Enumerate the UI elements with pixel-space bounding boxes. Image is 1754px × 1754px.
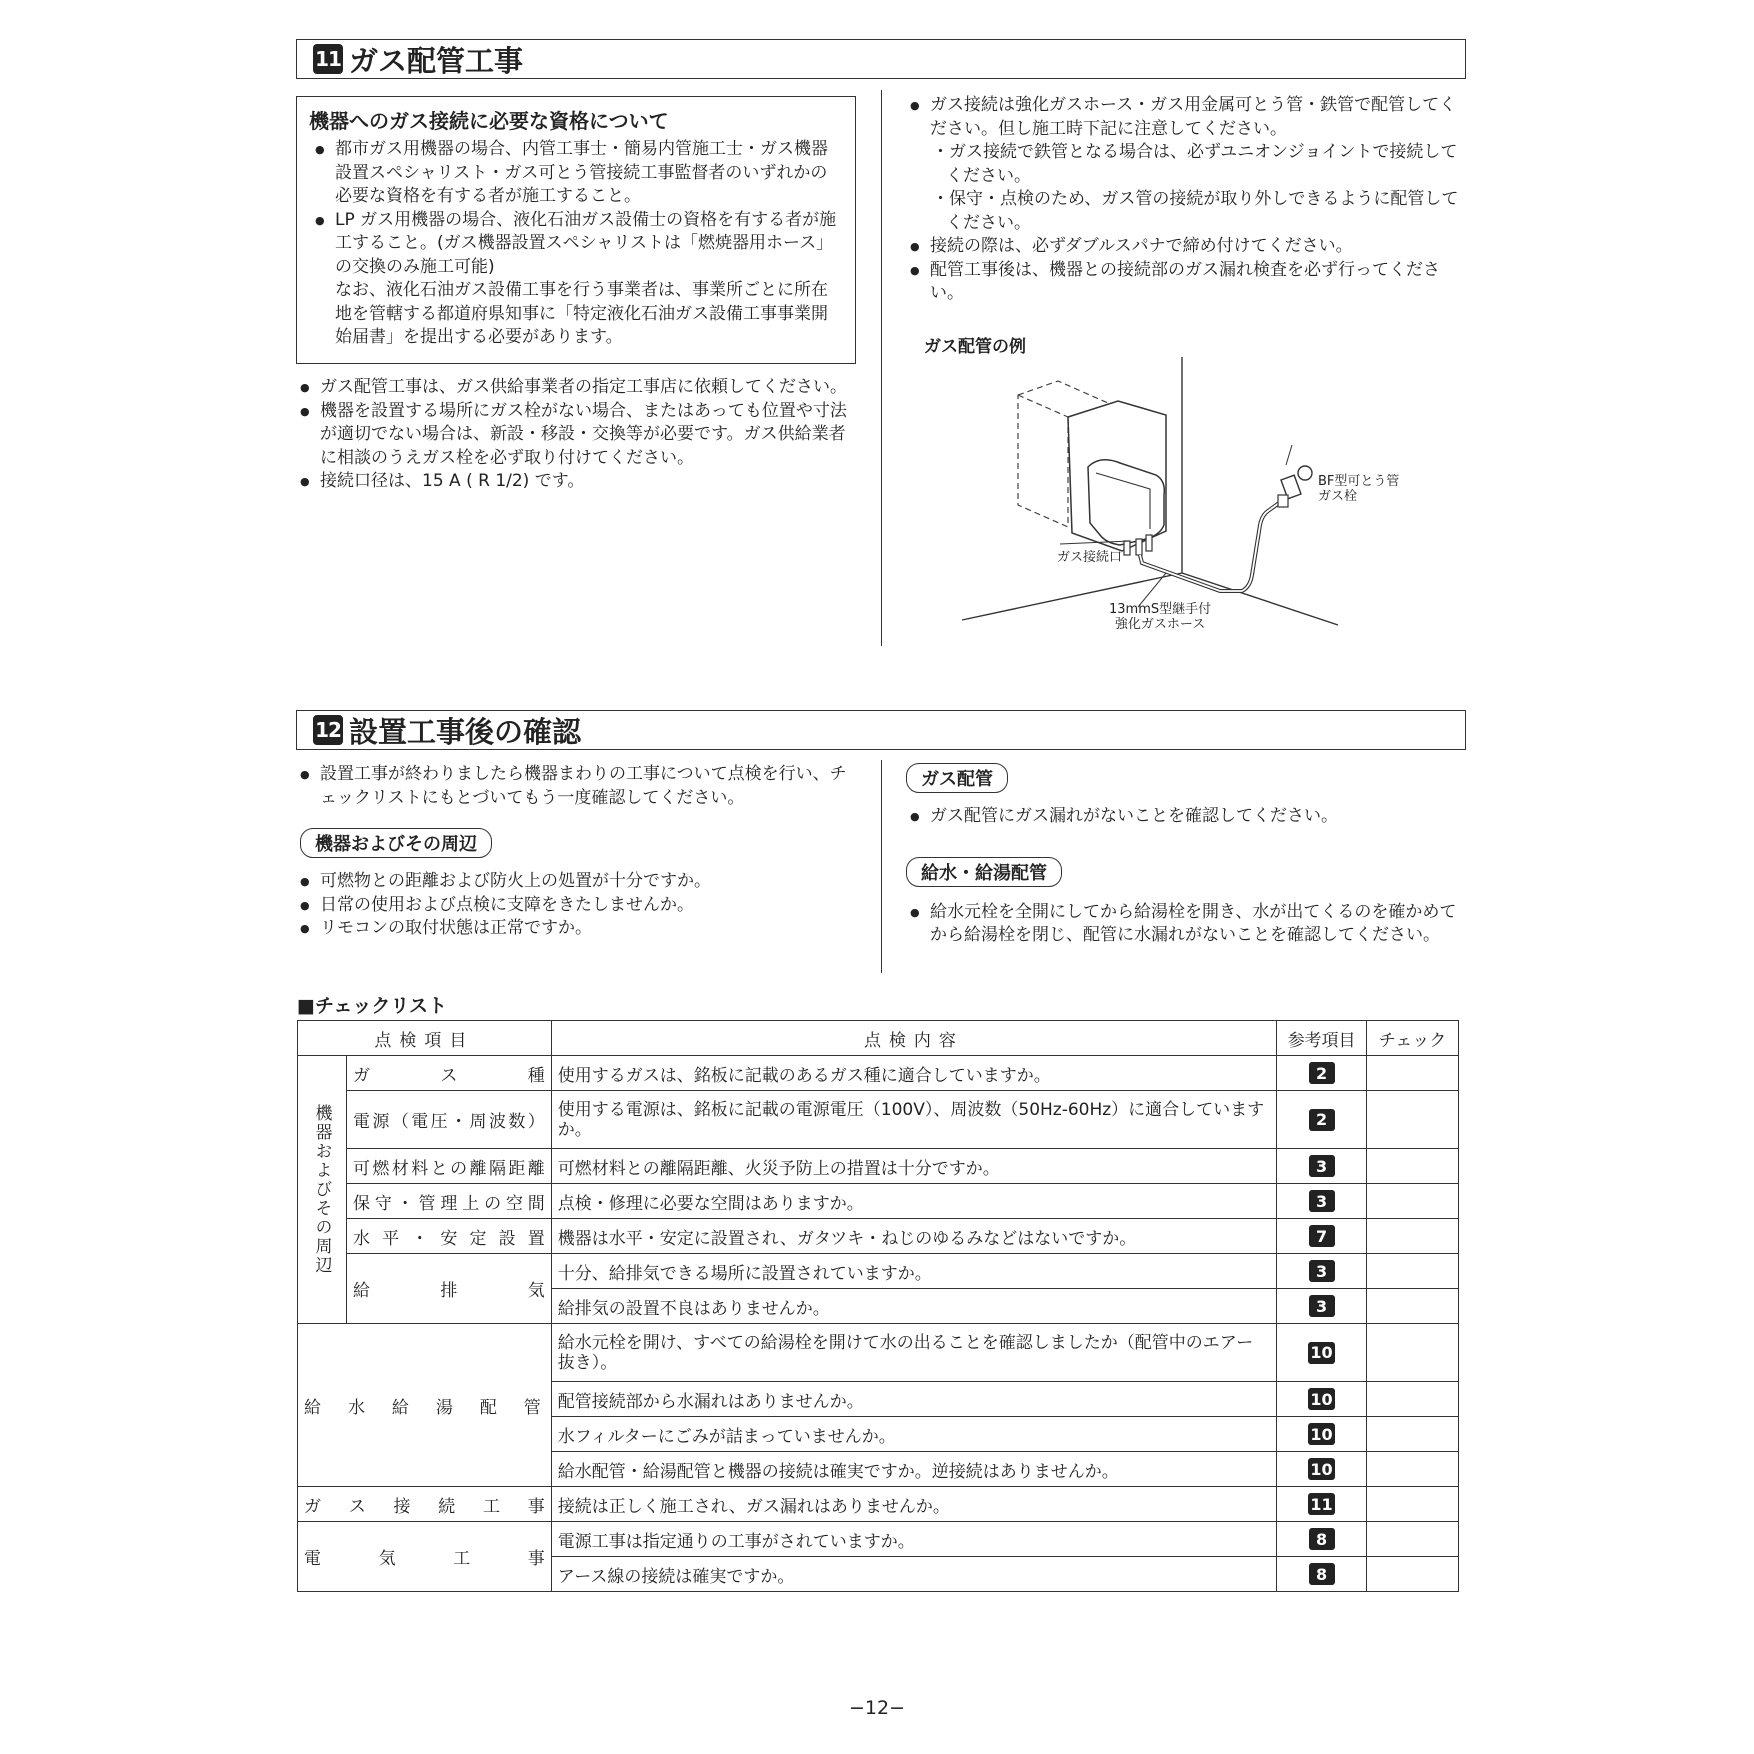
ref-badge: 3 xyxy=(1309,1155,1335,1177)
ref-badge: 10 xyxy=(1310,1424,1333,1444)
row-item: ガ ス 種 xyxy=(346,1056,551,1091)
list-item: ● ガス配管工事は、ガス供給事業者の指定工事店に依頼してください。 xyxy=(300,376,860,400)
row-content: 十分、給排気できる場所に設置されていますか。 xyxy=(551,1254,1276,1289)
table-row xyxy=(298,1056,1459,1091)
ref-badge: 10 xyxy=(1310,1343,1333,1362)
row-item: 電源（電圧・周波数） xyxy=(346,1091,551,1149)
page-number: −12− xyxy=(848,1697,906,1719)
ref-badge: 3 xyxy=(1309,1295,1335,1317)
ref-badge: 2 xyxy=(1309,1062,1335,1084)
check-cell[interactable] xyxy=(1367,1417,1459,1452)
row-item: 水平・安定設置 xyxy=(346,1219,551,1254)
table-row xyxy=(298,1091,1459,1149)
list-item: ● 可燃物との距離および防火上の処置が十分ですか。 xyxy=(300,870,860,894)
group-label-device: 機器およびその周辺 xyxy=(298,1056,347,1324)
row-content: 給排気の設置不良はありませんか。 xyxy=(551,1289,1276,1324)
row-content: アース線の接続は確実ですか。 xyxy=(551,1557,1276,1592)
gas-port-label: ガス接続口 xyxy=(1057,550,1123,565)
ref-badge: 7 xyxy=(1309,1225,1335,1247)
table-header-row xyxy=(298,1021,1459,1056)
list-item: ● ガス接続は強化ガスホース・ガス用金属可とう管・鉄管で配管してください。但し施工時下記に注意してください。 xyxy=(910,94,1470,141)
check-cell[interactable] xyxy=(1367,1254,1459,1289)
col-header-content: 点検内容 xyxy=(551,1021,1276,1056)
row-content: 点検・修理に必要な空間はありますか。 xyxy=(551,1184,1276,1219)
list-item: ● 機器を設置する場所にガス栓がない場合、またはあっても位置や寸法が適切でない場合は、新設・移設・交換等が必要です。ガス供給業者に相談のうえガス栓を必ず取り付けてください。 xyxy=(300,400,860,471)
check-cell[interactable] xyxy=(1367,1324,1459,1382)
check-cell[interactable] xyxy=(1367,1382,1459,1417)
section-12-left xyxy=(300,763,860,941)
list-item: ● リモコンの取付状態は正常ですか。 xyxy=(300,917,860,941)
checklist-table xyxy=(297,1020,1459,1592)
check-cell[interactable] xyxy=(1367,1219,1459,1254)
gas-piping-diagram xyxy=(960,355,1380,640)
list-item: ● 給水元栓を全開にしてから給湯栓を開き、水が出てくるのを確かめてから給湯栓を閉じ、配管に水漏れがないことを確認してください。 xyxy=(910,901,1466,948)
section-number-badge: 12 xyxy=(313,715,343,745)
table-row xyxy=(298,1219,1459,1254)
list-item: ● 配管工事後は、機器との接続部のガス漏れ検査を必ず行ってください。 xyxy=(910,259,1470,306)
row-item: 保守・管理上の空間 xyxy=(346,1184,551,1219)
section-12-right xyxy=(906,763,1466,948)
table-row xyxy=(298,1522,1459,1557)
list-item: ● 接続口径は、15 A ( R 1/2) です。 xyxy=(300,470,860,494)
group-label-electric: 電気工事 xyxy=(298,1522,552,1592)
group-label-gas: ガス接続工事 xyxy=(298,1487,552,1522)
table-row xyxy=(298,1184,1459,1219)
check-cell[interactable] xyxy=(1367,1452,1459,1487)
ref-badge: 3 xyxy=(1309,1190,1335,1212)
ref-badge: 10 xyxy=(1310,1459,1333,1479)
row-content: 給水元栓を開け、すべての給湯栓を開けて水の出ることを確認しましたか（配管中のエアー抜き）。 xyxy=(551,1324,1276,1382)
checklist-heading: ■チェックリスト xyxy=(297,995,448,1017)
label-line: 13mmS型継手付 xyxy=(1109,602,1212,617)
table-row xyxy=(298,1487,1459,1522)
ref-badge: 3 xyxy=(1309,1260,1335,1282)
section-title: ガス配管工事 xyxy=(349,43,524,78)
qualification-note: なお、液化石油ガス設備工事を行う事業者は、事業所ごとに所在地を管轄する都道府県知事に「特定液化石油ガス設備工事事業開始届書」を提出する必要があります。 xyxy=(335,280,828,347)
check-cell[interactable] xyxy=(1367,1522,1459,1557)
column-divider xyxy=(881,90,882,646)
row-content: 水フィルターにごみが詰まっていませんか。 xyxy=(551,1417,1276,1452)
sub-item: ・ガス接続で鉄管となる場合は、必ずユニオンジョイントで接続してください。 xyxy=(932,142,1458,186)
sub-item: ・保守・点検のため、ガス管の接続が取り外しできるように配管してください。 xyxy=(932,189,1459,233)
qualification-item: ● LP ガス用機器の場合、液化石油ガス設備士の資格を有する者が施工すること。(ガス機器設置スペシャリストは「燃焼器用ホース」の交換のみ施工可能) xyxy=(315,209,843,280)
table-row xyxy=(298,1254,1459,1289)
list-item: ● ガス配管にガス漏れがないことを確認してください。 xyxy=(910,805,1466,829)
gas-work-right-list xyxy=(910,94,1470,306)
ref-badge: 10 xyxy=(1310,1389,1333,1409)
row-content: 可燃材料との離隔距離、火災予防上の措置は十分ですか。 xyxy=(551,1149,1276,1184)
row-item: 可燃材料との離隔距離 xyxy=(346,1149,551,1184)
col-header-ref: 参考項目 xyxy=(1277,1021,1367,1056)
row-content: 給水配管・給湯配管と機器の接続は確実ですか。逆接続はありませんか。 xyxy=(551,1452,1276,1487)
gas-cock-label xyxy=(1318,474,1399,504)
qualification-item: ● 都市ガス用機器の場合、内管工事士・簡易内管施工士・ガス機器設置スペシャリスト・ガス可とう管接続工事監督者のいずれかの必要な資格を有する者が施工すること。 xyxy=(315,138,843,209)
device-pill: 機器およびその周辺 xyxy=(300,828,492,858)
section-number-badge: 11 xyxy=(313,44,343,74)
check-cell[interactable] xyxy=(1367,1289,1459,1324)
check-cell[interactable] xyxy=(1367,1056,1459,1091)
check-cell[interactable] xyxy=(1367,1184,1459,1219)
ref-badge: 2 xyxy=(1309,1109,1335,1131)
gas-work-left-list xyxy=(300,376,860,494)
hose-label xyxy=(1109,602,1211,632)
ref-badge: 8 xyxy=(1309,1563,1335,1585)
col-header-check: チェック xyxy=(1367,1021,1459,1056)
ref-badge: 11 xyxy=(1310,1494,1333,1514)
check-cell[interactable] xyxy=(1367,1091,1459,1149)
check-cell[interactable] xyxy=(1367,1557,1459,1592)
list-item: ● 接続の際は、必ずダブルスパナで締め付けてください。 xyxy=(910,235,1470,259)
label-line: BF型可とう管 xyxy=(1318,474,1400,489)
row-content: 機器は水平・安定に設置され、ガタツキ・ねじのゆるみなどはないですか。 xyxy=(551,1219,1276,1254)
label-line: 強化ガスホース xyxy=(1114,617,1206,632)
section-12-header xyxy=(296,710,1466,750)
check-cell[interactable] xyxy=(1367,1487,1459,1522)
water-pipe-pill: 給水・給湯配管 xyxy=(906,857,1062,887)
column-divider xyxy=(881,760,882,973)
row-content: 接続は正しく施工され、ガス漏れはありませんか。 xyxy=(551,1487,1276,1522)
row-content: 配管接続部から水漏れはありませんか。 xyxy=(551,1382,1276,1417)
row-content: 使用するガスは、銘板に記載のあるガス種に適合していますか。 xyxy=(551,1056,1276,1091)
ref-badge: 8 xyxy=(1309,1528,1335,1550)
table-row xyxy=(298,1324,1459,1382)
qualification-heading: 機器へのガス接続に必要な資格について xyxy=(309,109,669,133)
table-row xyxy=(298,1149,1459,1184)
intro-item: ● 設置工事が終わりましたら機器まわりの工事について点検を行い、チェックリストにもとづいてもう一度確認してください。 xyxy=(300,763,860,810)
section-11-header xyxy=(296,39,1466,79)
row-content: 電源工事は指定通りの工事がされていますか。 xyxy=(551,1522,1276,1557)
row-item: 給 排 気 xyxy=(346,1254,551,1324)
group-label-water: 給水給湯配管 xyxy=(298,1324,552,1487)
label-line: ガス栓 xyxy=(1318,489,1358,504)
section-title: 設置工事後の確認 xyxy=(349,714,582,749)
diagram-title: ガス配管の例 xyxy=(924,337,1026,357)
qualification-box xyxy=(296,96,856,364)
list-item: ● 日常の使用および点検に支障をきたしませんか。 xyxy=(300,894,860,918)
row-content: 使用する電源は、銘板に記載の電源電圧（100V）、周波数（50Hz-60Hz）に適合していますか。 xyxy=(551,1091,1276,1149)
check-cell[interactable] xyxy=(1367,1149,1459,1184)
col-header-item: 点検項目 xyxy=(298,1021,552,1056)
gas-pipe-pill: ガス配管 xyxy=(906,763,1008,793)
